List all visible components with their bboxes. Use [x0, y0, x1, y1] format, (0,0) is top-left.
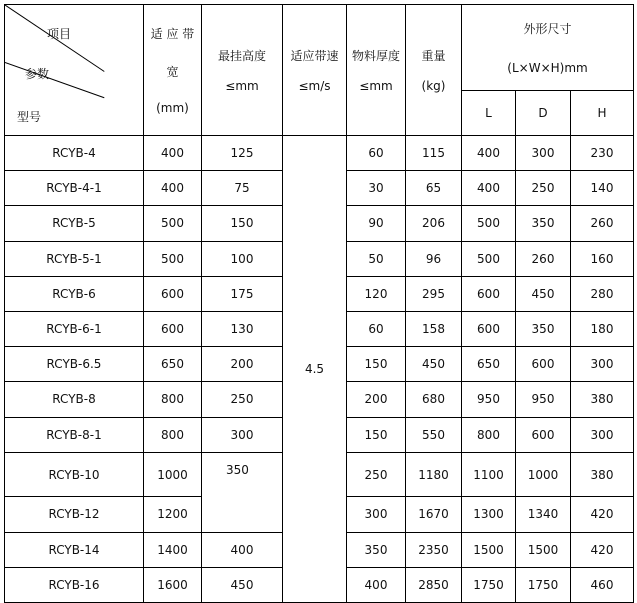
- max-height-label: 最挂高度: [217, 49, 266, 64]
- cell-thick: 200: [347, 382, 406, 417]
- cell-thick: 30: [347, 171, 406, 206]
- cell-L: 500: [462, 206, 516, 241]
- cell-model: RCYB-5: [5, 206, 144, 241]
- cell-model: RCYB-6-1: [5, 311, 144, 346]
- cell-thick: 300: [347, 497, 406, 532]
- cell-H: 420: [571, 532, 634, 567]
- cell-width: 800: [144, 417, 202, 452]
- cell-width: 1400: [144, 532, 202, 567]
- corner-item-label: 项目: [47, 27, 72, 41]
- cell-width: 1600: [144, 567, 202, 602]
- corner-header: [5, 5, 144, 136]
- cell-H: 300: [571, 417, 634, 452]
- cell-thick: 50: [347, 241, 406, 276]
- cell-L: 400: [462, 171, 516, 206]
- cell-D: 1500: [516, 532, 571, 567]
- cell-width: 800: [144, 382, 202, 417]
- cell-width: 400: [144, 136, 202, 171]
- cell-D: 1000: [516, 452, 571, 497]
- cell-H: 140: [571, 171, 634, 206]
- cell-D: 250: [516, 171, 571, 206]
- cell-D: 600: [516, 417, 571, 452]
- spec-table: [4, 4, 634, 603]
- dim-l-header: L: [462, 91, 516, 136]
- cell-width: 600: [144, 276, 202, 311]
- cell-L: 500: [462, 241, 516, 276]
- cell-L: 1300: [462, 497, 516, 532]
- cell-height: 75: [202, 171, 283, 206]
- cell-L: 1500: [462, 532, 516, 567]
- cell-model: RCYB-8-1: [5, 417, 144, 452]
- cell-model: RCYB-6.5: [5, 347, 144, 382]
- cell-L: 600: [462, 311, 516, 346]
- cell-model: RCYB-5-1: [5, 241, 144, 276]
- cell-model: RCYB-8: [5, 382, 144, 417]
- cell-height: [202, 497, 283, 532]
- cell-height: 125: [202, 136, 283, 171]
- cell-H: 460: [571, 567, 634, 602]
- weight-unit: (kg): [421, 78, 446, 93]
- cell-weight: 1670: [406, 497, 462, 532]
- cell-D: 350: [516, 206, 571, 241]
- cell-H: 230: [571, 136, 634, 171]
- cell-D: 950: [516, 382, 571, 417]
- cell-thick: 60: [347, 136, 406, 171]
- cell-weight: 2850: [406, 567, 462, 602]
- thickness-unit: ≤mm: [359, 78, 393, 93]
- cell-weight: 115: [406, 136, 462, 171]
- cell-H: 300: [571, 347, 634, 382]
- cell-thick: 350: [347, 532, 406, 567]
- dimensions-header: [462, 5, 634, 91]
- cell-model: RCYB-10: [5, 452, 144, 497]
- corner-param-label: 参数: [25, 67, 50, 81]
- cell-L: 600: [462, 276, 516, 311]
- table-row: [5, 136, 634, 171]
- cell-height: 350: [202, 452, 283, 497]
- cell-thick: 150: [347, 417, 406, 452]
- belt-speed-cell: 4.5: [283, 136, 347, 603]
- cell-weight: 295: [406, 276, 462, 311]
- cell-weight: 1180: [406, 452, 462, 497]
- cell-D: 300: [516, 136, 571, 171]
- belt-speed-header: [283, 5, 347, 136]
- cell-thick: 250: [347, 452, 406, 497]
- cell-height: 130: [202, 311, 283, 346]
- cell-weight: 206: [406, 206, 462, 241]
- cell-weight: 65: [406, 171, 462, 206]
- cell-D: 1750: [516, 567, 571, 602]
- cell-model: RCYB-14: [5, 532, 144, 567]
- cell-height: 175: [202, 276, 283, 311]
- cell-D: 600: [516, 347, 571, 382]
- cell-height: 200: [202, 347, 283, 382]
- cell-height: 400: [202, 532, 283, 567]
- cell-height: 450: [202, 567, 283, 602]
- belt-width-unit: (mm): [156, 100, 189, 115]
- cell-weight: 450: [406, 347, 462, 382]
- belt-width-line2: 宽: [166, 64, 179, 79]
- cell-thick: 120: [347, 276, 406, 311]
- cell-D: 1340: [516, 497, 571, 532]
- cell-H: 380: [571, 452, 634, 497]
- dim-d-header: D: [516, 91, 571, 136]
- cell-width: 500: [144, 241, 202, 276]
- cell-width: 600: [144, 311, 202, 346]
- cell-weight: 158: [406, 311, 462, 346]
- cell-model: RCYB-12: [5, 497, 144, 532]
- table-body: [5, 136, 634, 603]
- cell-height: 250: [202, 382, 283, 417]
- max-height-header: [202, 5, 283, 136]
- cell-weight: 96: [406, 241, 462, 276]
- thickness-label: 物料厚度: [351, 49, 400, 64]
- weight-label: 重量: [421, 49, 446, 64]
- cell-L: 1100: [462, 452, 516, 497]
- corner-model-label: 型号: [17, 110, 42, 124]
- cell-L: 650: [462, 347, 516, 382]
- cell-weight: 2350: [406, 532, 462, 567]
- cell-H: 160: [571, 241, 634, 276]
- cell-thick: 60: [347, 311, 406, 346]
- max-height-unit: ≤mm: [225, 78, 259, 93]
- belt-speed-label: 适应带速: [290, 49, 339, 64]
- cell-L: 800: [462, 417, 516, 452]
- cell-width: 400: [144, 171, 202, 206]
- cell-D: 450: [516, 276, 571, 311]
- cell-H: 420: [571, 497, 634, 532]
- cell-thick: 400: [347, 567, 406, 602]
- cell-L: 950: [462, 382, 516, 417]
- cell-height: 300: [202, 417, 283, 452]
- cell-L: 1750: [462, 567, 516, 602]
- dimensions-unit: (L×W×H)mm: [507, 61, 588, 76]
- cell-width: 650: [144, 347, 202, 382]
- cell-model: RCYB-6: [5, 276, 144, 311]
- cell-model: RCYB-16: [5, 567, 144, 602]
- belt-speed-unit: ≤m/s: [298, 78, 331, 93]
- cell-H: 280: [571, 276, 634, 311]
- cell-D: 350: [516, 311, 571, 346]
- cell-thick: 150: [347, 347, 406, 382]
- cell-thick: 90: [347, 206, 406, 241]
- dim-h-header: H: [571, 91, 634, 136]
- cell-width: 500: [144, 206, 202, 241]
- cell-weight: 550: [406, 417, 462, 452]
- belt-width-header: [144, 5, 202, 136]
- cell-height: 150: [202, 206, 283, 241]
- dimensions-label: 外形尺寸: [523, 21, 572, 36]
- cell-D: 260: [516, 241, 571, 276]
- weight-header: [406, 5, 462, 136]
- cell-model: RCYB-4-1: [5, 171, 144, 206]
- cell-weight: 680: [406, 382, 462, 417]
- cell-height: 100: [202, 241, 283, 276]
- belt-width-line1: 适 应 带: [150, 27, 195, 42]
- cell-H: 260: [571, 206, 634, 241]
- cell-H: 380: [571, 382, 634, 417]
- cell-model: RCYB-4: [5, 136, 144, 171]
- cell-width: 1000: [144, 452, 202, 497]
- cell-width: 1200: [144, 497, 202, 532]
- cell-H: 180: [571, 311, 634, 346]
- cell-L: 400: [462, 136, 516, 171]
- thickness-header: [347, 5, 406, 136]
